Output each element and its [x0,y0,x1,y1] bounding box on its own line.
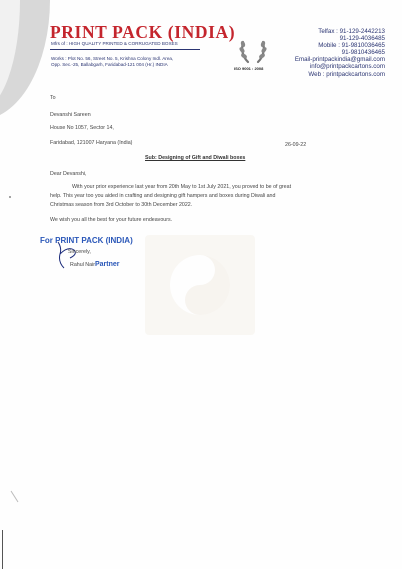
watermark-logo-icon [140,230,260,340]
paragraph-line: Christmas season from 3rd October to 30th December 2022. [50,202,193,208]
stray-mark [9,196,11,198]
stamp-role: Partner [95,261,120,268]
company-address-line2: Opp. Sec.-25, Ballabgarh, Faridabad-121 004 (Hr.) INDIA [51,62,168,67]
letter-date: 26-09-22 [285,142,307,148]
contact-telfax: Telfax : 91-129-2442213 [318,28,385,35]
company-address-line1: Works : Plot No. 56, Street No. 5, Krishna Colony Indl. Area, [51,56,174,61]
paragraph-line: help. This year too you aided in crafting and designing gift hampers and boxes during Diwali and [50,193,276,199]
recipient-address-line2: Faridabad, 121007 Haryana (India) [50,140,133,146]
contact-email: Email-printpackindia@gmail.com [294,56,385,64]
contact-mobile: Mobile : 91-9810036465 [318,42,385,50]
margin-line [2,530,3,569]
recipient-address-line1: House No 1057, Sector 14, [50,125,114,131]
contact-email-2: info@printpackcartons.com [309,63,385,71]
letter-subject: Sub: Designing of Gift and Diwali boxes [145,155,246,161]
tagline-divider [50,49,200,50]
to-label: To [50,95,56,101]
company-tagline: Mfrs of : HIGH QUALITY PRINTED & CORRUGATED BOXES [51,41,178,46]
salutation: Dear Devanshi, [50,171,87,177]
recipient-name: Devanshi Sareen [50,112,91,118]
paragraph-line: With your prior experience last year from 20th May to 1st July 2021, you proved to be of great [72,184,292,190]
wish-line: We wish you all the best for your future endeavours. [50,217,173,223]
signatory-name: Rahul Nair [70,262,96,268]
iso-laurel-icon [238,34,268,66]
contact-block [295,28,385,78]
iso-label: ISO 9001 : 2008 [234,66,264,71]
contact-mobile-2: 91-9810436465 [341,49,385,57]
closing: Sincerely, [68,249,91,255]
contact-web: Web : printpackcartons.com [308,70,385,78]
stray-pen-mark [10,490,20,504]
stamp-company: For PRINT PACK (INDIA) [40,236,133,245]
contact-telfax-2: 91-129-4036485 [339,35,385,43]
company-name: PRINT PACK (INDIA) [50,22,236,42]
